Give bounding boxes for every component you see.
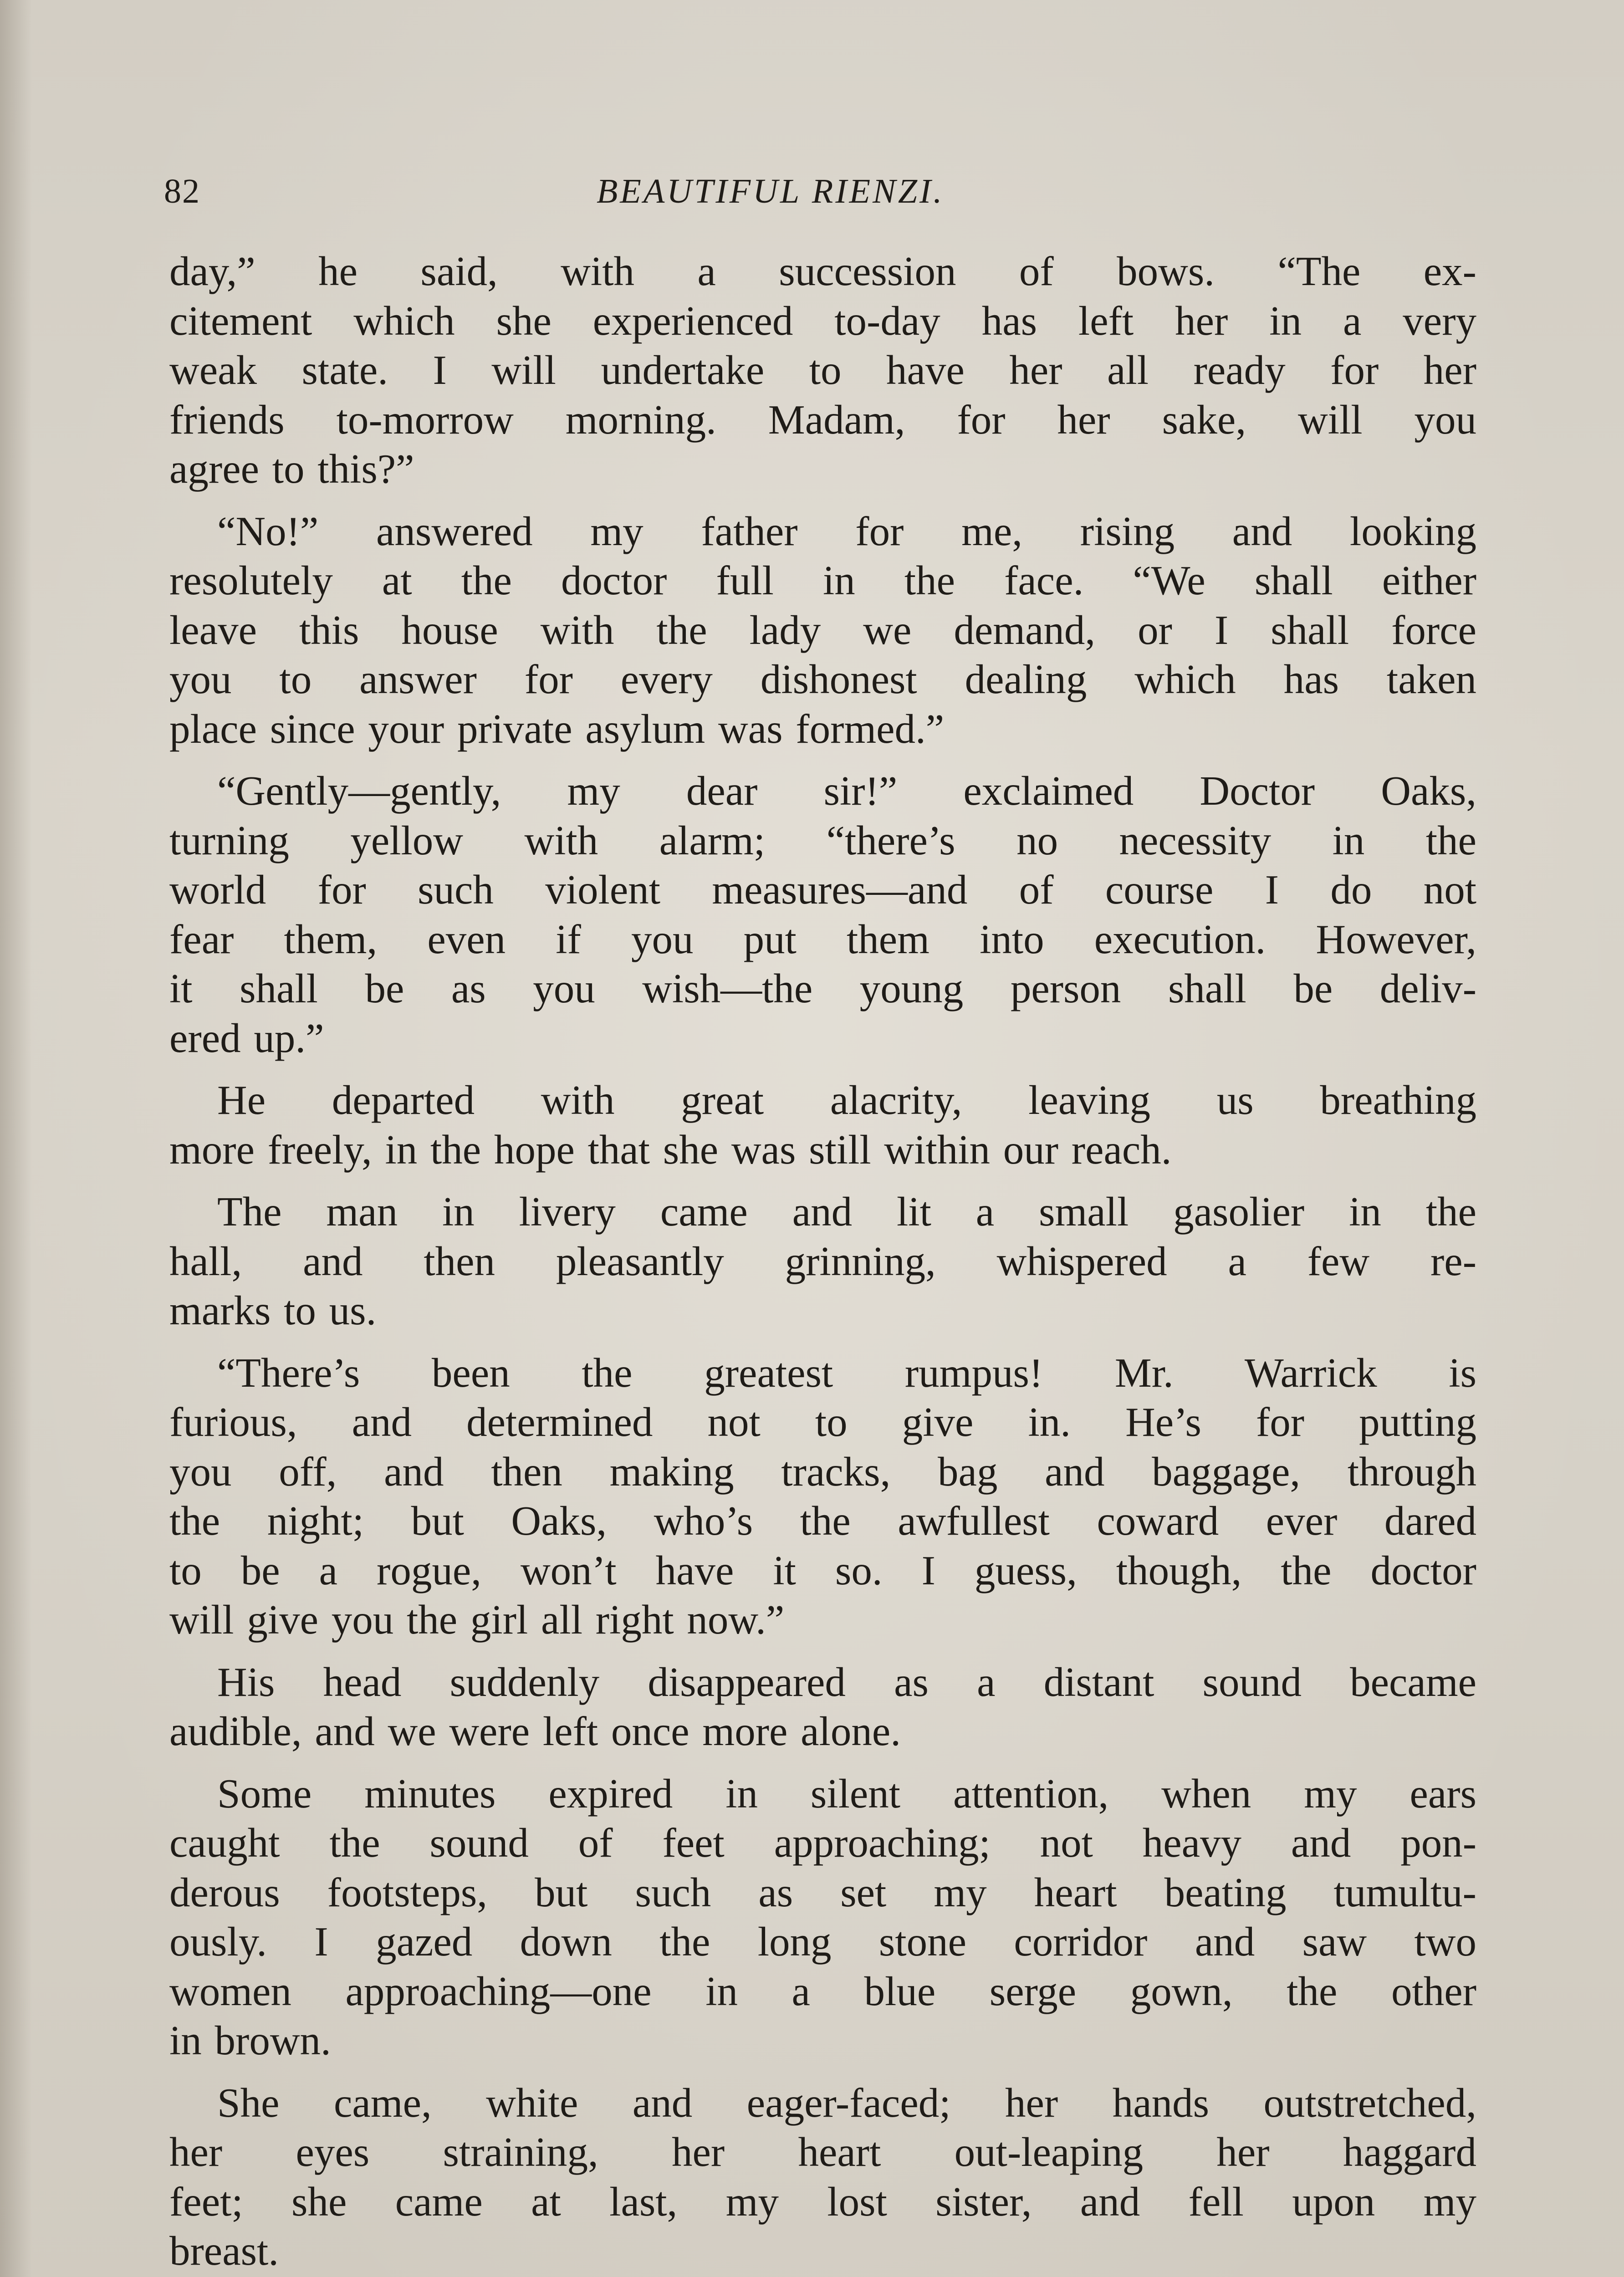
text-line: weak state. I will undertake to have her all ready for her (169, 347, 1476, 393)
text-line: turning yellow with alarm; “there’s no necessity in the (169, 817, 1476, 863)
paragraph (169, 1348, 1476, 1645)
page-header (164, 164, 1485, 219)
text-line: furious, and determined not to give in. He’s for putting (169, 1399, 1476, 1445)
text-line: The man in livery came and lit a small gasolier in the (217, 1189, 1476, 1235)
text-line: you off, and then making tracks, bag and baggage, through (169, 1448, 1476, 1495)
text-line: agree to this?” (169, 446, 414, 492)
text-line: audible, and we were left once more alone. (169, 1708, 901, 1754)
text-line: will give you the girl all right now.” (169, 1597, 785, 1643)
text-line: caught the sound of feet approaching; not heavy and pon- (169, 1820, 1476, 1866)
text-line: He departed with great alacrity, leaving us breathing (217, 1077, 1476, 1123)
spine-shadow (0, 0, 32, 2277)
paragraph (169, 247, 1476, 494)
text-line: marks to us. (169, 1287, 377, 1333)
text-line: She came, white and eager-faced; her hands outstretched, (217, 2079, 1476, 2126)
paragraph (169, 1769, 1476, 2066)
text-line: her eyes straining, her heart out-leaping her haggard (169, 2129, 1476, 2175)
text-line: place since your private asylum was formed.” (169, 705, 945, 752)
text-line: more freely, in the hope that she was still within our reach. (169, 1126, 1172, 1173)
text-line: derous footsteps, but such as set my heart beating tumultu- (169, 1869, 1476, 1915)
text-line: “No!” answered my father for me, rising and looking (217, 508, 1476, 554)
text-line: Some minutes expired in silent attention, when my ears (217, 1770, 1476, 1817)
page-number: 82 (164, 172, 200, 210)
text-line: resolutely at the doctor full in the face. “We shall either (169, 557, 1476, 603)
text-line: His head suddenly disappeared as a distant sound became (217, 1659, 1476, 1705)
text-line: feet; she came at last, my lost sister, and fell upon my (169, 2178, 1476, 2225)
text-line: day,” he said, with a succession of bows. “The ex- (169, 248, 1476, 294)
text-line: leave this house with the lady we demand, or I shall force (169, 607, 1476, 653)
text-line: world for such violent measures—and of course I do not (169, 867, 1476, 913)
text-line: the night; but Oaks, who’s the awfullest coward ever dared (169, 1498, 1476, 1544)
text-line: citement which she experienced to-day has left her in a very (169, 297, 1476, 344)
text-line: in brown. (169, 2017, 331, 2063)
running-title: BEAUTIFUL RIENZI. (597, 172, 945, 210)
text-line: “Gently—gently, my dear sir!” exclaimed Doctor Oaks, (217, 768, 1476, 814)
text-line: friends to-morrow morning. Madam, for her sake, will you (169, 396, 1476, 443)
paragraph (169, 2078, 1476, 2276)
text-line: you to answer for every dishonest dealing which has taken (169, 656, 1476, 702)
paragraph (169, 1076, 1476, 1174)
text-line: it shall be as you wish—the young person shall be deliv- (169, 965, 1476, 1011)
text-line: hall, and then pleasantly grinning, whispered a few re- (169, 1238, 1476, 1284)
text-line: “There’s been the greatest rumpus! Mr. Warrick is (217, 1349, 1476, 1396)
paragraph (169, 1187, 1476, 1336)
paragraph (169, 766, 1476, 1063)
paragraph (169, 1658, 1476, 1756)
text-line: to be a rogue, won’t have it so. I guess, though, the doctor (169, 1547, 1476, 1593)
text-line: ered up.” (169, 1015, 324, 1061)
text-line: fear them, even if you put them into execution. However, (169, 916, 1476, 962)
text-line: breast. (169, 2228, 279, 2274)
text-line: women approaching—one in a blue serge gown, the other (169, 1968, 1476, 2014)
body-text (169, 247, 1476, 2277)
paragraph (169, 507, 1476, 754)
text-line: ously. I gazed down the long stone corridor and saw two (169, 1919, 1476, 1965)
